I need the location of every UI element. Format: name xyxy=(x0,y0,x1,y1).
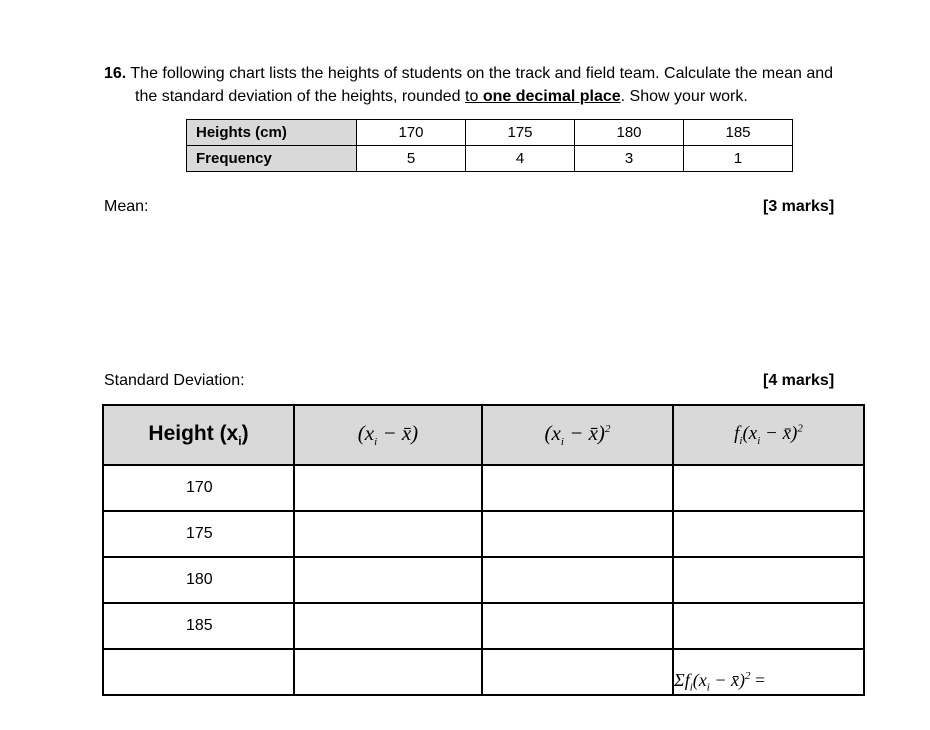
answer-cell[interactable] xyxy=(482,511,673,557)
height-column-header xyxy=(103,405,294,465)
answer-cell[interactable] xyxy=(673,511,864,557)
height-value-cell: 175 xyxy=(103,511,294,557)
answer-cell[interactable] xyxy=(482,557,673,603)
table-row xyxy=(103,511,864,557)
frequency-row xyxy=(187,146,793,172)
empty-cell xyxy=(103,649,294,695)
table-row xyxy=(103,465,864,511)
answer-cell[interactable] xyxy=(294,465,482,511)
bold-one-decimal: one decimal place xyxy=(482,88,621,105)
height-value-cell: 185 xyxy=(103,603,294,649)
frequency-cell: 1 xyxy=(684,146,793,172)
height-cell: 175 xyxy=(466,120,575,146)
question-number: 16. xyxy=(104,65,127,82)
question-line-2 xyxy=(104,85,904,108)
squared-deviation-column-header xyxy=(482,405,673,465)
frequency-cell: 4 xyxy=(466,146,575,172)
question-line-2-end: . Show your work. xyxy=(620,88,748,105)
frequency-header: Frequency xyxy=(187,146,357,172)
empty-cell xyxy=(482,649,673,695)
sum-row xyxy=(103,649,864,695)
height-column-label: Height $(x_i)$ xyxy=(148,421,249,449)
question-text xyxy=(104,62,904,108)
answer-cell[interactable] xyxy=(673,465,864,511)
work-table-header-row xyxy=(103,405,864,465)
frequency-cell: 3 xyxy=(575,146,684,172)
answer-cell[interactable] xyxy=(294,603,482,649)
weighted-squared-deviation-column-header xyxy=(673,405,864,465)
frequency-cell: 5 xyxy=(357,146,466,172)
answer-cell[interactable] xyxy=(673,603,864,649)
sum-formula: $\Sigma f_i(x_i$ − x̄)$^2$ = xyxy=(674,670,766,694)
underline-one-decimal xyxy=(483,88,621,105)
squared-deviation-formula: ($x_i$ − x̄)$^2$ xyxy=(544,421,611,449)
height-cell: 180 xyxy=(575,120,684,146)
mean-marks: [3 marks] xyxy=(763,198,835,215)
table-row xyxy=(103,603,864,649)
weighted-squared-deviation-formula: $f_i(x_i$ − x̄)$^2$ xyxy=(734,422,803,448)
heights-header: Heights (cm) xyxy=(187,120,357,146)
std-dev-marks: [4 marks] xyxy=(763,372,835,389)
height-cell: 185 xyxy=(684,120,793,146)
answer-cell[interactable] xyxy=(482,603,673,649)
height-cell: 170 xyxy=(357,120,466,146)
empty-cell xyxy=(294,649,482,695)
height-value-cell: 170 xyxy=(103,465,294,511)
deviation-formula: ($x_i$ − x̄) xyxy=(357,421,419,449)
underline-to: to xyxy=(465,88,483,105)
sum-cell[interactable] xyxy=(673,649,864,695)
table-row xyxy=(103,557,864,603)
answer-cell[interactable] xyxy=(482,465,673,511)
answer-cell[interactable] xyxy=(294,557,482,603)
height-value-cell: 180 xyxy=(103,557,294,603)
question-line-2-start: the standard deviation of the heights, rounded xyxy=(135,88,466,105)
question-line-1: The following chart lists the heights of students on the track and field team. Calculate the mean and xyxy=(130,65,834,82)
work-table xyxy=(102,404,865,696)
heights-row xyxy=(187,120,793,146)
frequency-table xyxy=(186,119,793,172)
std-dev-label: Standard Deviation: xyxy=(104,372,245,389)
mean-label: Mean: xyxy=(104,198,149,215)
deviation-column-header xyxy=(294,405,482,465)
answer-cell[interactable] xyxy=(673,557,864,603)
answer-cell[interactable] xyxy=(294,511,482,557)
